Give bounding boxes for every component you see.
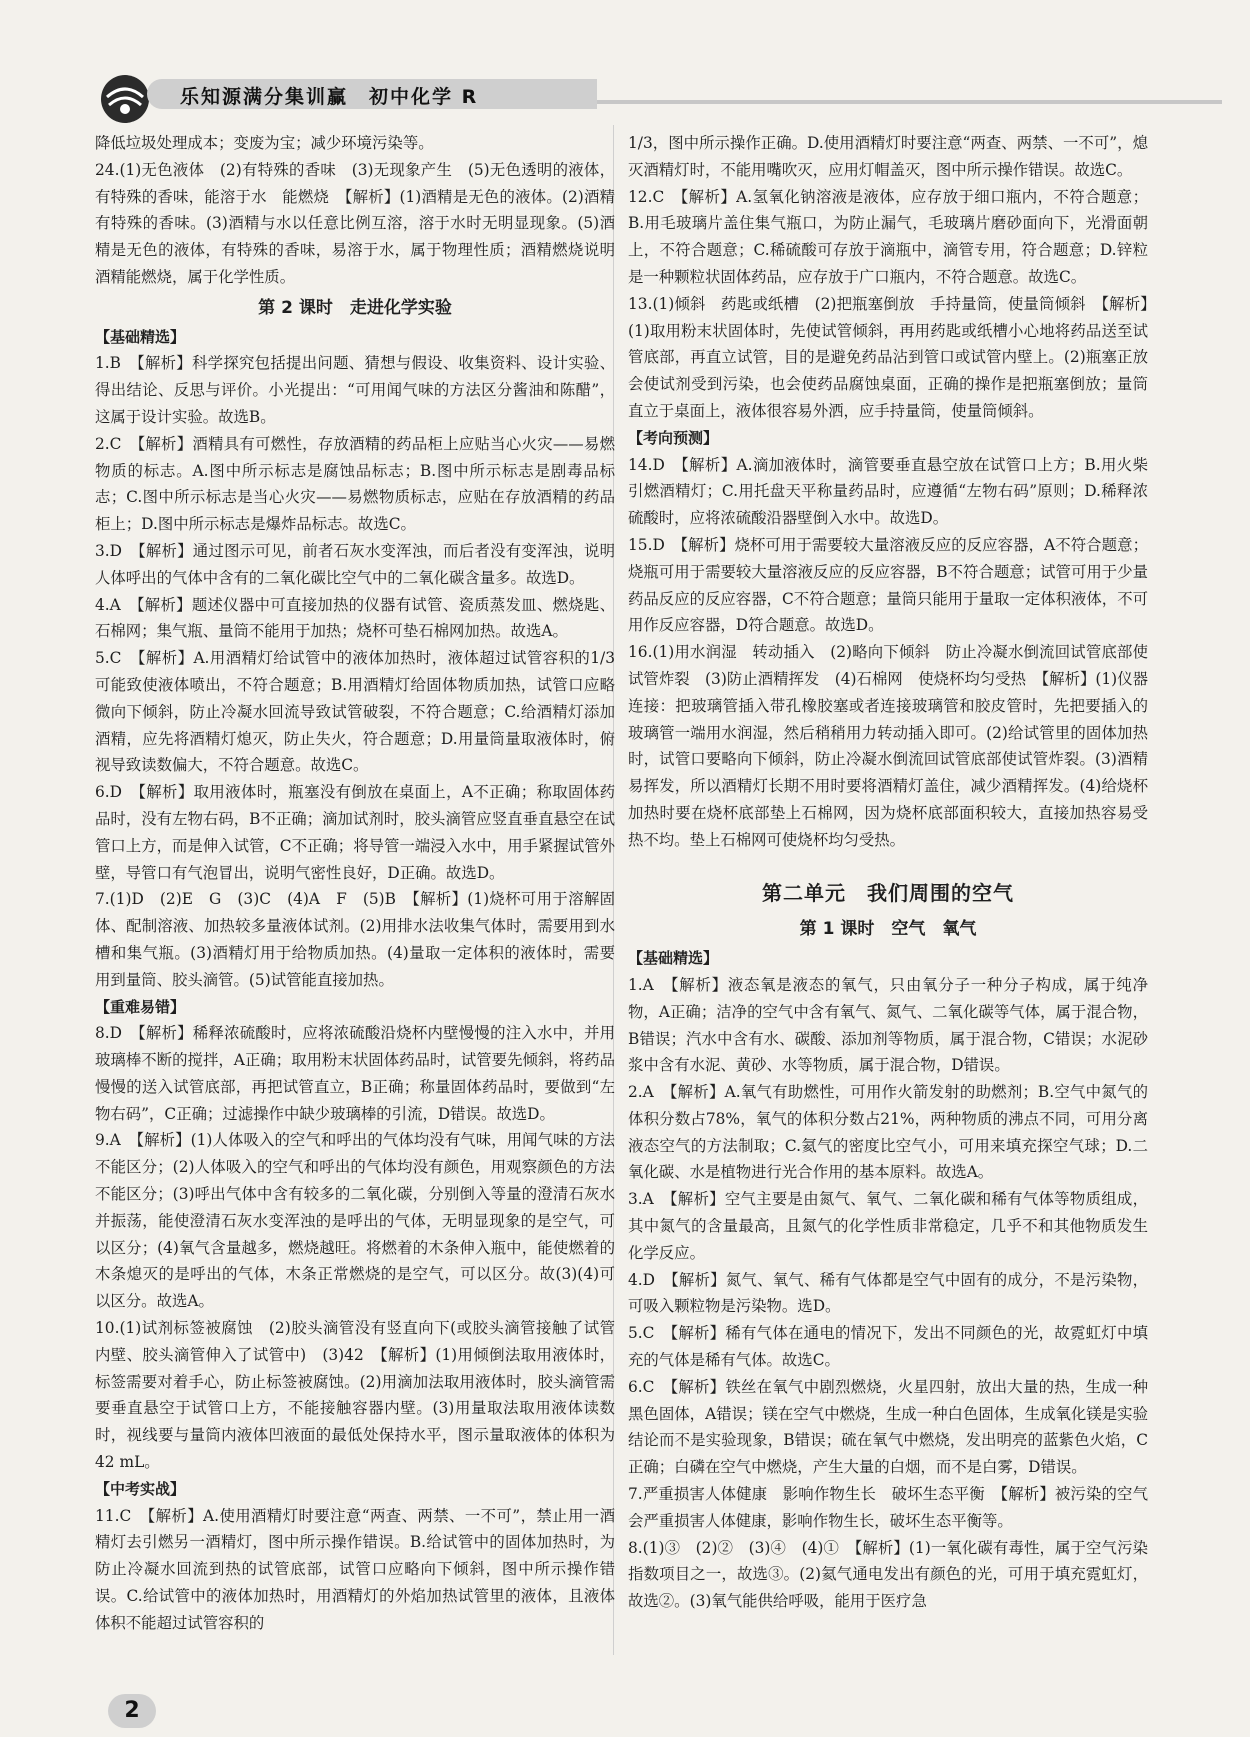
answer-item: 15.D 【解析】烧杯可用于需要较大量溶液反应的反应容器，A不符合题意；烧瓶可用于需要较大量溶液反应的反应容器，B不符合题意；试管可用于少量药品反应的反应容器，C不符合题意；量筒只能用于量取一定体积液体，不可用作反应容器，D符合题意。故选D。 — [628, 535, 1148, 635]
header-rule — [597, 100, 1222, 104]
answer-item: 16.(1)用水润湿 转动插入 (2)略向下倾斜 防止冷凝水倒流回试管底部使试管炸裂 (3)防止酒精挥发 (4)石棉网 使烧杯均匀受热 【解析】(1)仪器连接：把玻璃管插入带孔橡胶塞或者连接玻璃管和胶皮管时，先把要插入的玻璃管一端用水润湿，然后稍稍用力转动插入即可。(2)给试管里的固体加热时，试管口要略向下倾斜，防止冷凝水倒流回试管底部使试管炸裂。(3)酒精易挥发，所以酒精灯长期不用时要将酒精灯盖住，减少酒精挥发。(4)给烧杯加热时要在烧杯底部垫上石棉网，因为烧杯底部面积较大，直接加热容易受热不均。垫上石棉网可使烧杯均匀受热。 — [628, 643, 1148, 849]
page-number: 2 — [108, 1694, 156, 1728]
section-heading: 【考向预测】 — [628, 428, 719, 447]
right-column — [628, 130, 1148, 1615]
answer-item: 8.D 【解析】稀释浓硫酸时，应将浓硫酸沿烧杯内壁慢慢的注入水中，并用玻璃棒不断的搅拌，A正确；取用粉末状固体药品时，试管要先倾斜，将药品慢慢的送入试管底部，再把试管直立，B正确；称量固体药品时，要做到“左物右码”，C正确；过滤操作中缺少玻璃棒的引流，D错误。故选D。 — [95, 1024, 615, 1123]
answer-item: 2.A 【解析】A.氧气有助燃性，可用作火箭发射的助燃剂；B.空气中氮气的体积分数占78%，氧气的体积分数占21%，两种物质的沸点不同，可用分离液态空气的方法制取；C.氦气的密度比空气小，可用来填充探空气球；D.二氧化碳、水是植物进行光合作用的基本原料。故选A。 — [628, 1083, 1148, 1182]
answer-item: 6.D 【解析】取用液体时，瓶塞没有倒放在桌面上，A不正确；称取固体药品时，没有左物右码，B不正确；滴加试剂时，胶头滴管应竖直垂直悬空在试管口上方，而是伸入试管，C不正确；将导管一端浸入水中，用手紧握试管外壁，导管口有气泡冒出，说明气密性良好，D正确。故选D。 — [95, 783, 615, 882]
answer-item: 5.C 【解析】A.用酒精灯给试管中的液体加热时，液体超过试管容积的1/3可能致使液体喷出，不符合题意；B.用酒精灯给固体物质加热，试管口应略微向下倾斜，防止冷凝水回流导致试管破裂，不符合题意；C.给酒精灯添加酒精，应先将酒精灯熄灭，防止失火，符合题意；D.用量筒量取液体时，俯视导致读数偏大，不符合题意。故选C。 — [95, 649, 615, 775]
left-column — [95, 130, 615, 1637]
answer-item: 8.(1)③ (2)② (3)④ (4)① 【解析】(1)一氧化碳有毒性，属于空气污染指数项目之一，故选③。(2)氦气通电发出有颜色的光，可用于填充霓虹灯，故选②。(3)氧气能供给呼吸，能用于医疗急 — [628, 1538, 1148, 1611]
answer-item: 9.A 【解析】(1)人体吸入的空气和呼出的气体均没有气味，用闻气味的方法不能区分；(2)人体吸入的空气和呼出的气体均没有颜色，用观察颜色的方法不能区分；(3)呼出气体中含有较多的二氧化碳，分别倒入等量的澄清石灰水并振荡，能使澄清石灰水变浑浊的是呼出的气体，无明显现象的是空气，可以区分；(4)氧气含量越多，燃烧越旺。将燃着的木条伸入瓶中，能使燃着的木条熄灭的是呼出的气体，木条正常燃烧的是空气，可以区分。故(3)(4)可以区分。故选A。 — [95, 1131, 615, 1311]
section-heading: 【基础精选】 — [628, 949, 719, 968]
answer-item: 12.C 【解析】A.氢氧化钠溶液是液体，应存放于细口瓶内，不符合题意；B.用毛玻璃片盖住集气瓶口，为防止漏气，毛玻璃片磨砂面向下，光滑面朝上，不符合题意；C.稀硫酸可存放于滴瓶中，滴管专用，符合题意；D.锌粒是一种颗粒状固体药品，应存放于广口瓶内，不符合题意。故选C。 — [628, 187, 1148, 286]
answer-item: 5.C 【解析】稀有气体在通电的情况下，发出不同颜色的光，故霓虹灯中填充的气体是稀有气体。故选C。 — [628, 1324, 1148, 1370]
book-title: 乐知源满分集训赢 初中化学 R — [180, 86, 479, 108]
unit-title: 第二单元 我们周围的空气 — [762, 880, 1014, 905]
lesson-title: 第 2 课时 走进化学实验 — [258, 297, 452, 318]
answer-item: 14.D 【解析】A.滴加液体时，滴管要垂直悬空放在试管口上方；B.用火柴引燃酒精灯；C.用托盘天平称量药品时，应遵循“左物右码”原则；D.稀释浓硫酸时，应将浓硫酸沿器壁倒入水中。故选D。 — [628, 455, 1148, 528]
answer-item: 4.D 【解析】氮气、氧气、稀有气体都是空气中固有的成分，不是污染物，可吸入颗粒物是污染物。选D。 — [628, 1270, 1148, 1316]
answer-text: 1/3，图中所示操作正确。D.使用酒精灯时要注意“两查、两禁、一不可”，熄灭酒精灯时，不能用嘴吹灭，应用灯帽盖灭，图中所示操作错误。故选C。 — [628, 134, 1148, 179]
section-heading: 【中考实战】 — [95, 1479, 186, 1498]
page-header — [95, 75, 1225, 115]
answer-text: 降低垃圾处理成本；变废为宝；减少环境污染等。 — [95, 134, 434, 152]
section-heading: 【基础精选】 — [95, 327, 186, 346]
answer-item: 4.A 【解析】题述仪器中可直接加热的仪器有试管、瓷质蒸发皿、燃烧匙、石棉网；集气瓶、量筒不能用于加热；烧杯可垫石棉网加热。故选A。 — [95, 595, 615, 641]
section-heading: 【重难易错】 — [95, 997, 186, 1016]
answer-item: 10.(1)试剂标签被腐蚀 (2)胶头滴管没有竖直向下(或胶头滴管接触了试管内壁、胶头滴管伸入了试管中) (3)42 【解析】(1)用倾倒法取用液体时，标签需要对着手心，防止标签被腐蚀。(2)用滴加法取用液体时，胶头滴管需要垂直悬空于试管口上方，不能接触容器内壁。(3)用量取法取用液体读数时，视线要与量筒内液体凹液面的最低处保持水平，图示量取液体的体积为 42 mL。 — [95, 1319, 615, 1472]
answer-item: 3.A 【解析】空气主要是由氮气、氧气、二氧化碳和稀有气体等物质组成，其中氮气的含量最高，且氮气的化学性质非常稳定，几乎不和其他物质发生化学反应。 — [628, 1190, 1148, 1262]
answer-item: 24.(1)无色液体 (2)有特殊的香味 (3)无现象产生 (5)无色透明的液体，有特殊的香味，能溶于水 能燃烧 【解析】(1)酒精是无色的液体。(2)酒精有特殊的香味。(3)酒精与水以任意比例互溶，溶于水时无明显现象。(5)酒精是无色的液体，有特殊的香味，易溶于水，属于物理性质；酒精燃烧说明酒精能燃烧，属于化学性质。 — [95, 160, 615, 286]
answer-item: 6.C 【解析】铁丝在氧气中剧烈燃烧，火星四射，放出大量的热，生成一种黑色固体，A错误；镁在空气中燃烧，生成一种白色固体，生成氧化镁是实验结论而不是实验现象，B错误；硫在氧气中燃烧，发出明亮的蓝紫色火焰，C正确；白磷在空气中燃烧，产生大量的白烟，而不是白雾，D错误。 — [628, 1377, 1148, 1477]
answer-item: 1.B 【解析】科学探究包括提出问题、猜想与假设、收集资料、设计实验、得出结论、反思与评价。小光提出：“可用闻气味的方法区分酱油和陈醋”，这属于设计实验。故选B。 — [95, 354, 615, 426]
answer-item: 7.(1)D (2)E G (3)C (4)A F (5)B 【解析】(1)烧杯可用于溶解固体、配制溶液、加热较多量液体试剂。(2)用排水法收集气体时，需要用到水槽和集气瓶。(3)酒精灯用于给物质加热。(4)量取一定体积的液体时，需要用到量筒、胶头滴管。(5)试管能直接加热。 — [95, 890, 615, 989]
answer-item: 2.C 【解析】酒精具有可燃性，存放酒精的药品柜上应贴当心火灾——易燃物质的标志。A.图中所示标志是腐蚀品标志；B.图中所示标志是剧毒品标志；C.图中所示标志是当心火灾——易燃物质标志，应贴在存放酒精的药品柜上；D.图中所示标志是爆炸品标志。故选C。 — [95, 434, 615, 534]
lesson-title: 第 1 课时 空气 氧气 — [799, 919, 977, 940]
answer-item: 7.严重损害人体健康 影响作物生长 破坏生态平衡 【解析】被污染的空气会严重损害人体健康，影响作物生长，破坏生态平衡等。 — [628, 1485, 1148, 1530]
answer-item: 1.A 【解析】液态氧是液态的氧气，只由氧分子一种分子构成，属于纯净物，A正确；洁净的空气中含有氧气、氮气、二氧化碳等气体，属于混合物，B错误；汽水中含有水、碳酸、添加剂等物质，属于混合物，C错误；水泥砂浆中含有水泥、黄砂、水等物质，属于混合物，D错误。 — [628, 975, 1148, 1075]
answer-item: 3.D 【解析】通过图示可见，前者石灰水变浑浊，而后者没有变浑浊，说明人体呼出的气体中含有的二氧化碳比空气中的二氧化碳含量多。故选D。 — [95, 541, 615, 587]
answer-item: 11.C 【解析】A.使用酒精灯时要注意“两查、两禁、一不可”，禁止用一酒精灯去引燃另一酒精灯，图中所示操作错误。B.给试管中的固体加热时，为防止冷凝水回流到热的试管底部，试管口应略向下倾斜，图中所示操作错误。C.给试管中的液体加热时，用酒精灯的外焰加热试管里的液体，且液体体积不能超过试管容积的 — [95, 1506, 615, 1632]
answer-item: 13.(1)倾斜 药匙或纸槽 (2)把瓶塞倒放 手持量筒，使量筒倾斜 【解析】(1)取用粉末状固体时，先使试管倾斜，再用药匙或纸槽小心地将药品送至试管底部，再直立试管，目的是避免药品沾到管口或试管内壁上。(2)瓶塞正放会使试剂受到污染，也会使药品腐蚀桌面，正确的操作是把瓶塞倒放；量筒直立于桌面上，液体很容易外洒，应手持量筒，使量筒倾斜。 — [628, 294, 1148, 420]
